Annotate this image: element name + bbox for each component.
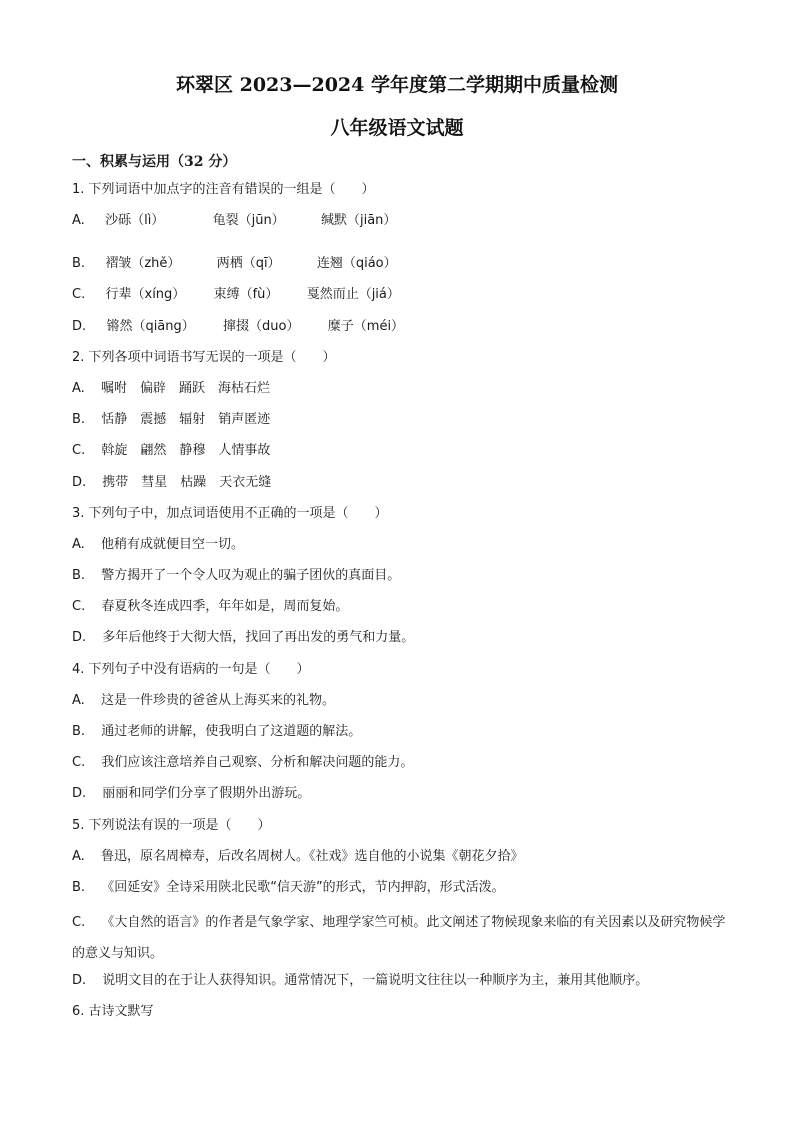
option-label: B.: [72, 412, 86, 428]
option-text: 我们应该注意培养自己观察、分析和解决问题的能力。: [101, 755, 414, 771]
option-label: D.: [72, 630, 87, 646]
exam-subtitle: 八年级语文试题: [330, 117, 464, 139]
option-word: 沙砾（lì）: [105, 213, 165, 229]
question-1-option-c: [72, 283, 732, 314]
question-6-stem: 6. 古诗文默写: [72, 1004, 154, 1020]
question-4-option-b: [72, 720, 732, 751]
question-3-option-d: [72, 626, 732, 657]
option-text: 他稍有成就便目空一切。: [100, 536, 244, 552]
option-text: 斡旋 翩然 静穆 人情事故: [101, 443, 271, 459]
option-label: B.: [72, 256, 86, 272]
option-text: 春夏秋冬连成四季，年年如是，周而复始。: [101, 599, 349, 615]
option-text: 说明文目的在于让人获得知识。通常情况下，一篇说明文往往以一种顺序为主，兼用其他顺序。: [102, 973, 649, 989]
option-text: 这是一件珍贵的爸爸从上海买来的礼物。: [100, 692, 335, 708]
option-text: 嘱咐 偏辟 踊跃 海枯石烂: [100, 380, 270, 396]
option-label: B.: [72, 724, 86, 739]
option-word: 两栖（qī）: [216, 256, 281, 272]
option-word: 褶皱（zhě）: [105, 256, 181, 272]
question-1-option-d: [72, 315, 732, 346]
question-list: [72, 178, 732, 1032]
option-label: C.: [72, 443, 86, 459]
question-1-option-a: [72, 209, 732, 252]
exam-title: 环翠区 2023—2024 学年度第二学期期中质量检测: [176, 74, 618, 96]
option-label: B.: [72, 568, 86, 584]
option-text: 《回延安》全诗采用陕北民歌“信天游”的形式，节内押韵，形式活泼。: [101, 879, 505, 895]
option-label: A.: [72, 213, 85, 229]
option-word: 束缚（fù）: [213, 287, 279, 303]
option-text: 多年后他终于大彻大悟，找回了再出发的勇气和力量。: [102, 630, 415, 646]
option-label: A.: [72, 380, 85, 396]
option-label: A.: [72, 536, 85, 552]
question-3-option-c: [72, 595, 732, 626]
question-5-option-d: [72, 969, 732, 1000]
question-2-option-b: [72, 408, 732, 439]
question-3-option-a: [72, 533, 732, 564]
option-text: 通过老师的讲解，使我明白了这道题的解法。: [101, 724, 362, 739]
option-word: 缄默（jiān）: [320, 213, 397, 229]
question-1-stem: 1. 下列词语中加点字的注音有错误的一组是（ ）: [72, 182, 375, 197]
option-label: A.: [72, 848, 85, 864]
question-5-option-c: [72, 907, 732, 969]
option-label: C.: [72, 755, 86, 771]
option-word: 连翘（qiáo）: [316, 256, 397, 272]
option-label: B.: [72, 879, 86, 895]
question-3-option-b: [72, 564, 732, 595]
section-heading: 一、积累与运用（32 分）: [72, 154, 237, 170]
option-word: 锵然（qiāng）: [106, 318, 195, 334]
question-1-option-b: [72, 252, 732, 283]
option-word: 行辈（xíng）: [105, 287, 186, 303]
option-word: 撺掇（duo）: [223, 318, 300, 334]
option-word: 龟裂（jūn）: [212, 213, 285, 229]
question-2-stem: 2. 下列各项中词语书写无误的一项是（ ）: [72, 349, 336, 365]
question-5-stem: 5. 下列说法有误的一项是（ ）: [72, 817, 271, 833]
question-5-option-b: [72, 876, 732, 907]
question-2-option-d: [72, 471, 732, 502]
question-2-option-c: [72, 439, 732, 470]
question-4-option-d: [72, 782, 732, 813]
option-text: 鲁迅，原名周樟寿，后改名周树人。《社戏》选自他的小说集《朝花夕拾》: [100, 848, 524, 864]
option-label: C.: [72, 915, 86, 931]
question-4-stem: 4. 下列句子中没有语病的一句是（ ）: [72, 661, 310, 677]
option-word: 戛然而止（jiá）: [306, 287, 400, 303]
option-label: C.: [72, 287, 86, 303]
option-label: D.: [72, 318, 87, 334]
option-text: 恬静 震撼 辐射 销声匿迹: [101, 412, 271, 428]
option-label: D.: [72, 973, 87, 989]
option-text: 丽丽和同学们分享了假期外出游玩。: [102, 786, 311, 802]
question-4-option-a: [72, 689, 732, 720]
option-text: 《大自然的语言》的作者是气象学家、地理学家竺可桢。此文阐述了物候现象来临的有关因素以及研究物候学的意义与知识。: [72, 915, 726, 962]
question-3-stem: 3. 下列句子中，加点词语使用不正确的一项是（ ）: [72, 505, 388, 521]
question-4-option-c: [72, 751, 732, 782]
option-label: A.: [72, 692, 85, 708]
option-label: D.: [72, 786, 87, 802]
option-label: C.: [72, 599, 86, 615]
question-2-option-a: [72, 377, 732, 408]
question-5-option-a: [72, 845, 732, 876]
option-text: 警方揭开了一个令人叹为观止的骗子团伙的真面目。: [101, 568, 401, 584]
option-text: 携带 彗星 枯躁 天衣无缝: [102, 474, 272, 490]
option-label: D.: [72, 474, 87, 490]
option-word: 糜子（méi）: [327, 318, 405, 334]
